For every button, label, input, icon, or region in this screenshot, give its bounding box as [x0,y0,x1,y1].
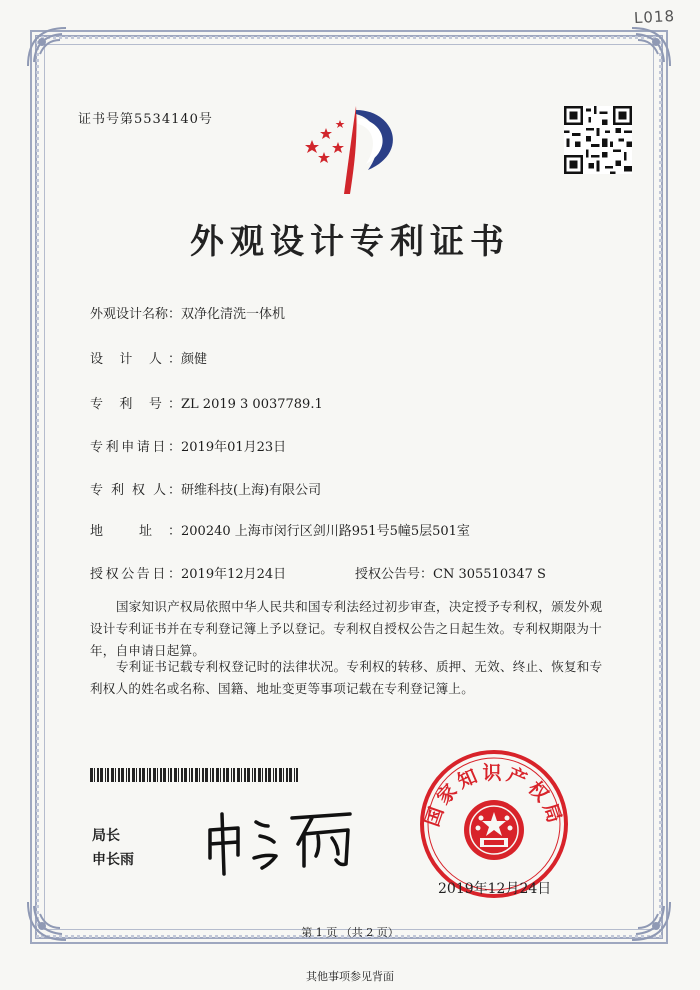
director-title: 局长 [92,828,120,844]
field-grant-date [90,563,286,582]
document-title: 外观设计专利证书 [190,222,510,262]
barcode-bar [233,768,235,782]
barcode-bar [216,768,219,782]
field-value: 研维科技(上海)有限公司 [181,483,322,498]
barcode-bar [115,768,116,782]
barcode-bar [132,768,135,782]
barcode-bar [136,768,137,782]
barcode-bar [111,768,114,782]
field-value: CN 305510347 S [433,567,546,582]
field-value: 颜健 [181,352,208,367]
cnipa-logo [298,98,408,198]
barcode-bar [279,768,282,782]
barcode-bar [220,768,221,782]
barcode-bar [191,768,193,782]
barcode-bar [121,768,124,782]
barcode-bar [94,768,95,782]
barcode-bar [118,768,120,782]
barcode-bar [241,768,242,782]
barcode-bar [149,768,151,782]
barcode-bar [210,768,211,782]
handwritten-note: L018 [633,6,676,28]
director-signature [200,800,370,880]
barcode-bar [294,768,295,782]
barcode-bar [231,768,232,782]
barcode-bar [205,768,208,782]
barcode-bar [107,768,109,782]
barcode-bar [174,768,177,782]
field-value: 200240 上海市闵行区剑川路951号5幢5层501室 [181,524,470,539]
barcode-bar [97,768,99,782]
body-paragraph: 专利证书记载专利权登记时的法律状况。专利权的转移、质押、无效、终止、恢复和专利权人的姓名或名称、国籍、地址变更等事项记载在专利登记簿上。 [90,659,603,696]
barcode-bar [170,768,172,782]
barcode-bar [252,768,253,782]
field-value: ZL 2019 3 0037789.1 [181,397,323,412]
barcode-bar [283,768,284,782]
field-value: 2019年12月24日 [181,567,287,582]
barcode-bar [128,768,130,782]
barcode-bar [142,768,145,782]
body-paragraph: 国家知识产权局依照中华人民共和国专利法经过初步审查，决定授予专利权，颁发外观设计专利证书并在专利登记簿上予以登记。专利权自授权公告之日起生效。专利权期限为十年，自申请日起算。 [90,599,603,658]
field-address [90,520,470,539]
director-name: 申长雨 [92,852,134,868]
barcode-bar [247,768,250,782]
barcode-bar [100,768,103,782]
field-label: 授权公告号： [355,567,434,582]
barcode-bar [268,768,271,782]
page-indicator: 第 1 页 （共 2 页） [301,926,399,939]
barcode-bar [184,768,187,782]
barcode-bar [153,768,156,782]
field-label: 地 址： [90,524,181,539]
seal-date: 2019年12月24日 [438,881,552,897]
barcode-bar [286,768,288,782]
barcode-bar [212,768,214,782]
field-patentee [90,479,321,498]
barcode-bar [163,768,166,782]
seal-text: 国家知识产权局 [421,762,567,830]
barcode-bar [189,768,190,782]
barcode-bar [296,768,298,782]
barcode-bar [289,768,292,782]
barcode-bar [160,768,162,782]
field-patent-number [90,393,323,412]
field-label: 外观设计名称： [90,307,182,322]
barcode-bar [168,768,169,782]
field-application-date [90,436,286,455]
barcode-bar [139,768,141,782]
field-designer [90,348,207,367]
field-value: 双净化清洗一体机 [181,307,286,322]
barcode-bar [275,768,277,782]
field-label: 授权公告日： [90,567,181,582]
barcode-bar [195,768,198,782]
barcode-bar [273,768,274,782]
barcode-bar [237,768,240,782]
certificate-number: 证书号第5534140号 [78,112,213,127]
barcode-bar [157,768,158,782]
field-label: 专 利 号： [90,397,181,412]
barcode-bar [223,768,225,782]
qr-code [564,106,632,174]
field-value: 2019年01月23日 [181,440,287,455]
barcode-bar [105,768,106,782]
barcode-bar [126,768,127,782]
barcode-bar [178,768,179,782]
corner-ornament-top-left [24,24,70,70]
field-grant-number [355,563,546,582]
barcode-bar [202,768,204,782]
barcode-bar [258,768,261,782]
barcode-bar [199,768,200,782]
corner-ornament-top-right [628,24,674,70]
barcode-bar [147,768,148,782]
barcode-bar [254,768,256,782]
barcode-bar [226,768,229,782]
barcode-bar [90,768,93,782]
barcode [90,768,300,782]
barcode-bar [244,768,246,782]
field-design-name [90,303,285,322]
barcode-bar [181,768,183,782]
field-label: 专 利 权 人： [90,483,181,498]
field-label: 设 计 人： [90,352,181,367]
barcode-bar [262,768,263,782]
barcode-bar [265,768,267,782]
field-label: 专利申请日： [90,440,181,455]
footnote: 其他事项参见背面 [306,970,394,983]
